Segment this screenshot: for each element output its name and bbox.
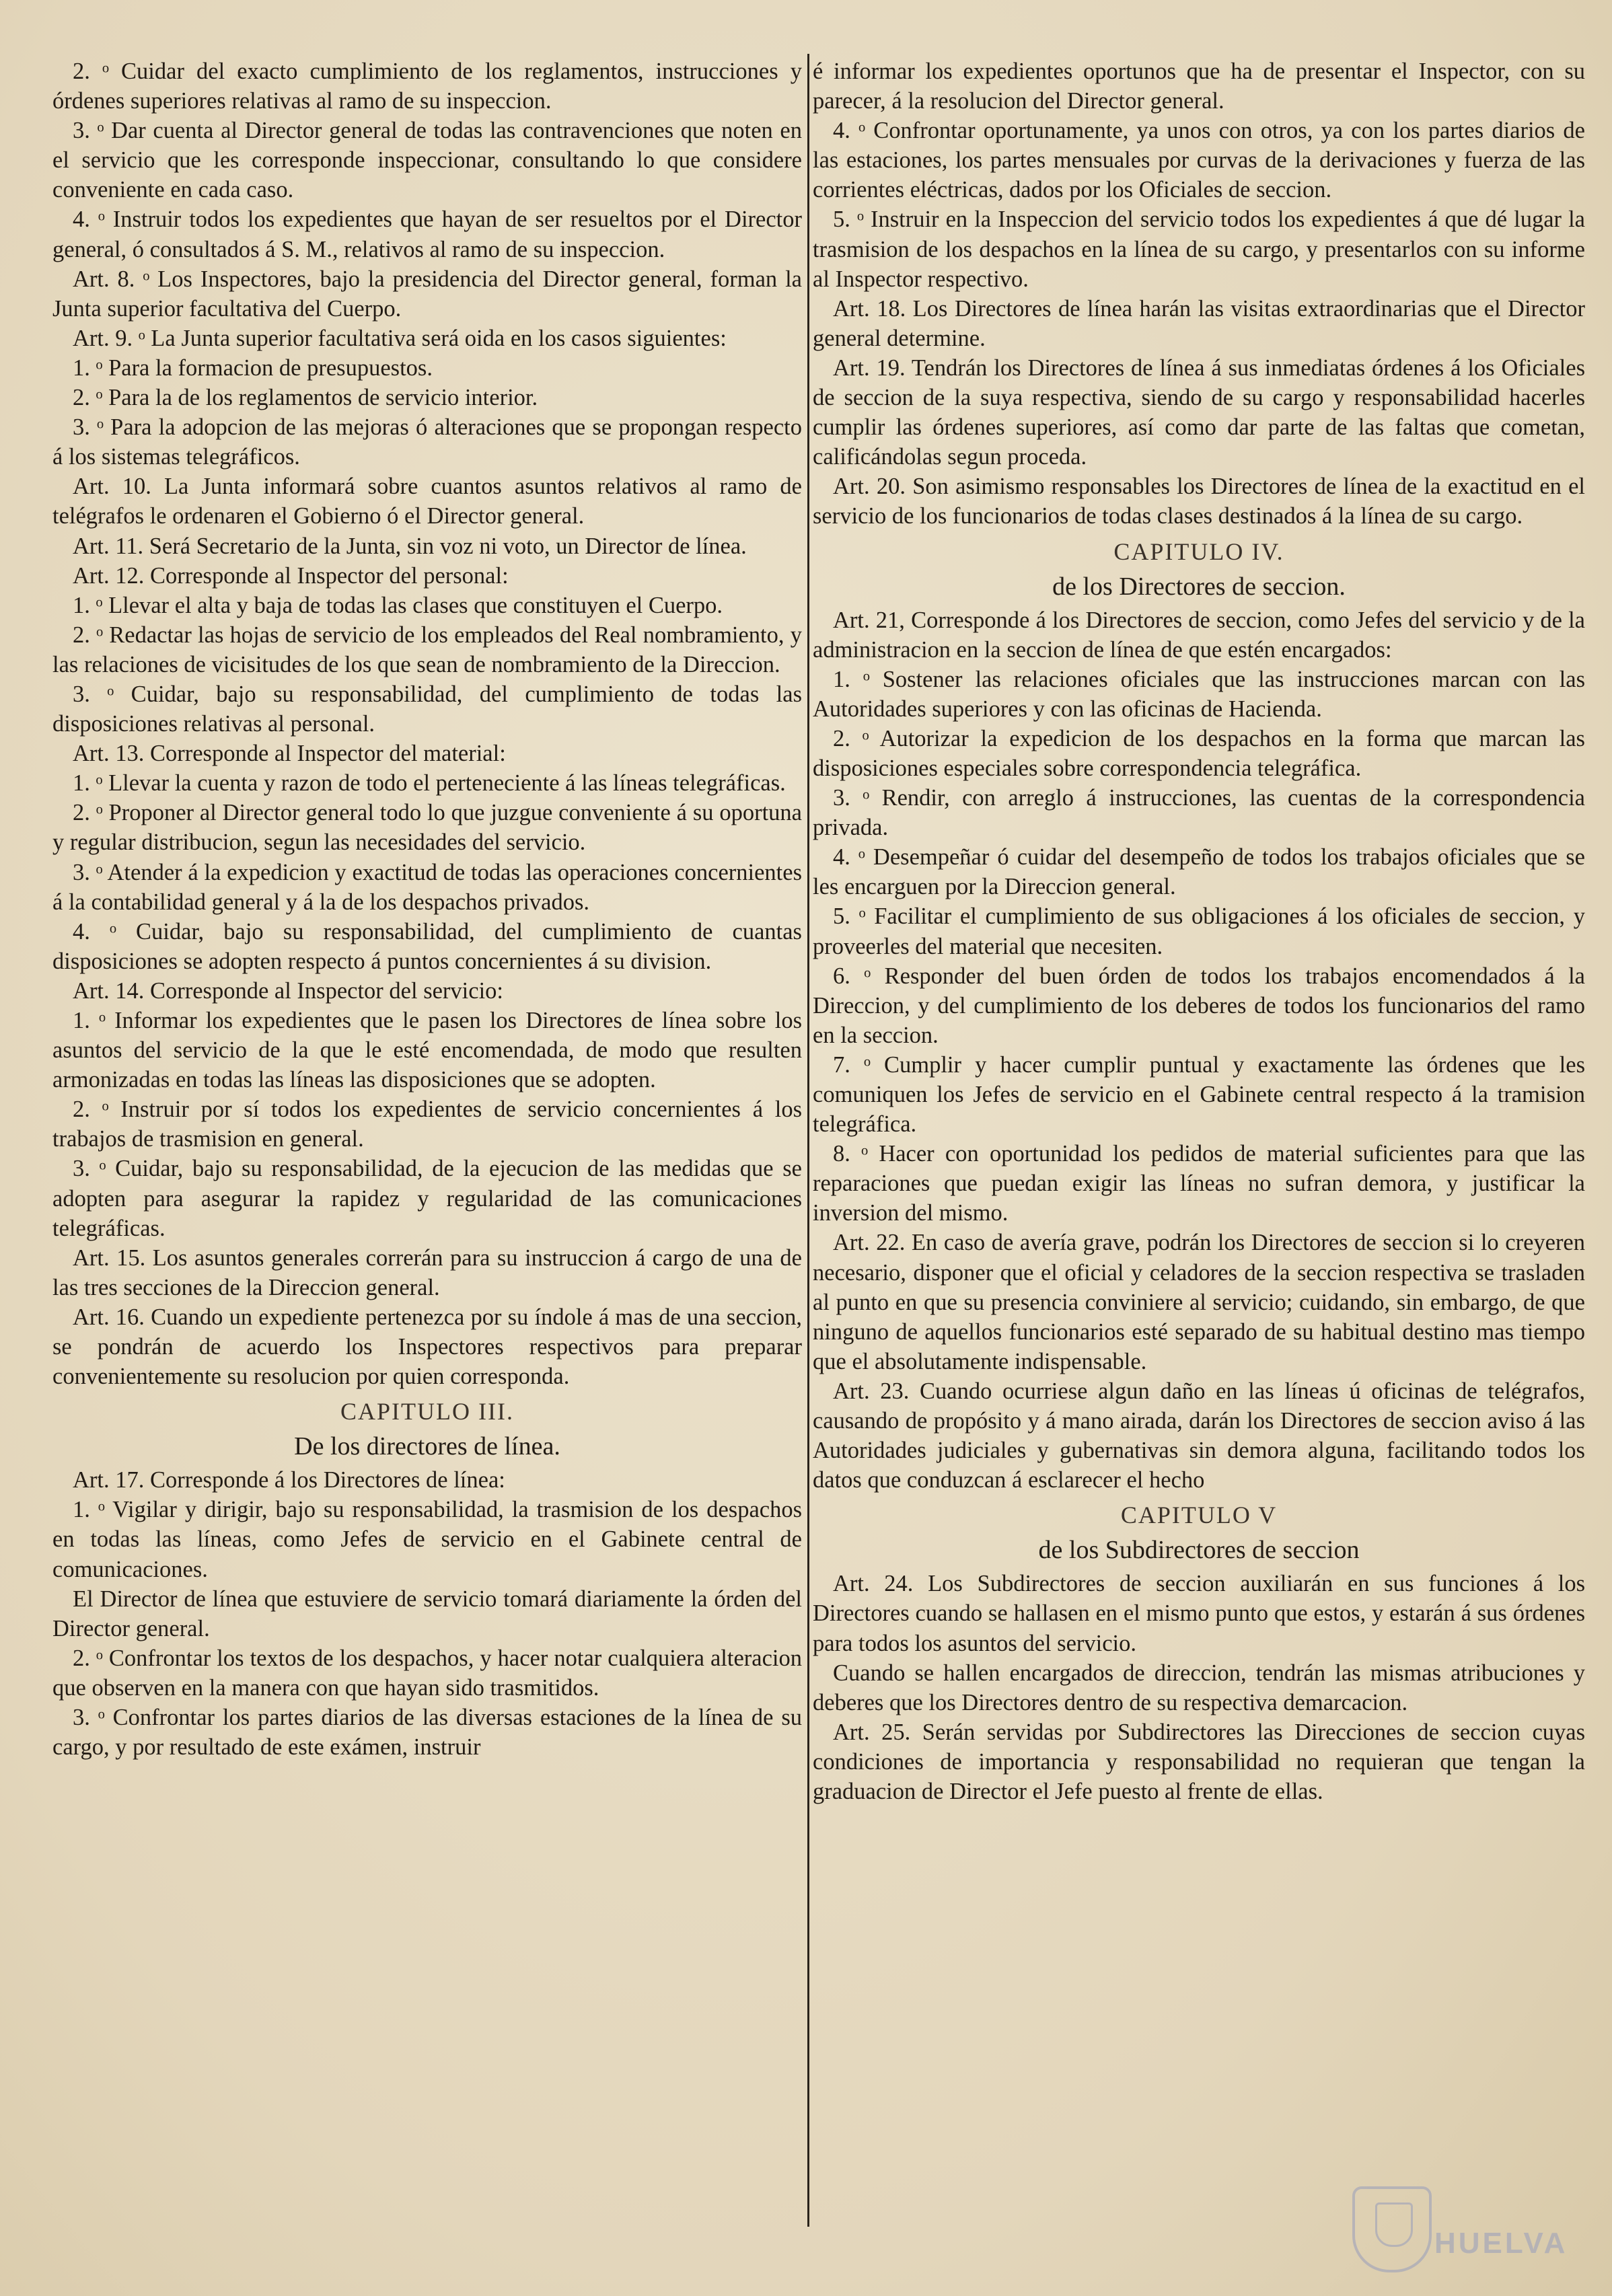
paragraph: 4. ᵒ Instruir todos los expedientes que hayan de ser resueltos por el Director general, ó consultados á S. M., relativos al ramo de su inspeccion. bbox=[52, 207, 802, 262]
paragraph: 7. ᵒ Cumplir y hacer cumplir puntual y exactamente las órdenes que les comuniquen los Jefes de servicio en el Gabinete central respecto á la tramision telegráfica. bbox=[813, 1051, 1585, 1138]
paragraph: 2. ᵒ Instruir por sí todos los expedientes de servicio concernientes á los trabajos de trasmision en general. bbox=[52, 1097, 802, 1152]
library-stamp bbox=[1352, 2180, 1581, 2274]
paragraph: 1. ᵒ Llevar la cuenta y razon de todo el perteneciente á las líneas telegráficas. bbox=[73, 770, 786, 797]
paragraph: 3. ᵒ Atender á la expedicion y exactitud de todas las operaciones concernientes á la contabilidad general y á la de los despachos privados. bbox=[52, 859, 802, 915]
paragraph: Art. 22. En caso de avería grave, podrán los Directores de seccion si lo creyeren necesario, disponer que el oficial y celadores de la seccion respectiva se trasladen al punto en que su presencia conviniere al servicio; cuidando, sin embargo, de que ninguno de aquellos funcionarios esté separado de su habitual destino mas tiempo que el absolutamente indispensable. bbox=[813, 1230, 1585, 1374]
paragraph: 1. ᵒ Para la formacion de presupuestos. bbox=[73, 355, 433, 381]
paragraph: 1. ᵒ Llevar el alta y baja de todas las clases que constituyen el Cuerpo. bbox=[73, 592, 723, 618]
chapter-heading: CAPITULO V bbox=[1120, 1502, 1278, 1529]
paragraph: Art. 10. La Junta informará sobre cuantos asuntos relativos al ramo de telégrafos le ordenaren el Gobierno ó el Director general. bbox=[52, 474, 802, 529]
right-column bbox=[813, 57, 1585, 1806]
chapter-subtitle: de los Directores de seccion. bbox=[1052, 572, 1346, 601]
paragraph: 2. ᵒ Confrontar los textos de los despachos, y hacer notar cualquiera alteracion que observen en la manera con que hayan sido trasmitidos. bbox=[52, 1645, 802, 1701]
paragraph: é informar los expedientes oportunos que ha de presentar el Inspector, con su parecer, á la resolucion del Director general. bbox=[813, 59, 1585, 114]
paragraph: El Director de línea que estuviere de servicio tomará diariamente la órden del Director general. bbox=[52, 1586, 802, 1641]
paragraph: Cuando se hallen encargados de direccion, tendrán las mismas atribuciones y deberes que los Directores dentro de su respectiva demarcacion. bbox=[813, 1660, 1585, 1715]
paragraph: 5. ᵒ Instruir en la Inspeccion del servicio todos los expedientes á que dé lugar la trasmision de los despachos en la línea de su cargo, y presentarlos con su informe al Inspector respectivo. bbox=[813, 207, 1585, 292]
paragraph: Art. 18. Los Directores de línea harán las visitas extraordinarias que el Director general determine. bbox=[813, 295, 1585, 351]
paragraph: 3. ᵒ Cuidar, bajo su responsabilidad, del cumplimiento de todas las disposiciones relativas al personal. bbox=[52, 681, 802, 737]
paragraph: 2. ᵒ Redactar las hojas de servicio de los empleados del Real nombramiento, y las relaciones de vicisitudes de los que sean de nombramiento de la Direccion. bbox=[52, 622, 802, 677]
chapter-heading: CAPITULO IV. bbox=[1113, 538, 1284, 565]
paragraph: Art. 13. Corresponde al Inspector del material: bbox=[73, 741, 506, 767]
paragraph: Art. 25. Serán servidas por Subdirectores las Direcciones de seccion cuyas condiciones de importancia y responsabilidad no requieran que tengan la graduacion de Director el Jefe puesto al frente de ellas. bbox=[813, 1719, 1585, 1804]
paragraph: 6. ᵒ Responder del buen órden de todos los trabajos encomendados á la Direccion, y del cumplimiento de los deberes de todos los funcionarios del ramo en la seccion. bbox=[813, 963, 1585, 1048]
paragraph: 3. ᵒ Para la adopcion de las mejoras ó alteraciones que se propongan respecto á los sistemas telegráficos. bbox=[52, 414, 802, 470]
paragraph: 3. ᵒ Cuidar, bajo su responsabilidad, de la ejecucion de las medidas que se adopten para asegurar la rapidez y regularidad de las comunicaciones telegráficas. bbox=[52, 1156, 802, 1241]
paragraph: 2. ᵒ Proponer al Director general todo lo que juzgue conveniente á su oportuna y regular distribucion, segun las necesidades del servicio. bbox=[52, 800, 802, 856]
paragraph: 1. ᵒ Sostener las relaciones oficiales que las instrucciones marcan con las Autoridades superiores y con las oficinas de Hacienda. bbox=[813, 666, 1585, 722]
stamp-text: HUELVA bbox=[1434, 2227, 1568, 2260]
column-divider bbox=[807, 54, 809, 2227]
paragraph: 1. ᵒ Informar los expedientes que le pasen los Directores de línea sobre los asuntos del servicio de la que le esté encomendada, de modo que resulten armonizadas en todas las líneas las disposiciones que se adopten. bbox=[52, 1008, 802, 1093]
paragraph: 2. ᵒ Autorizar la expedicion de los despachos en la forma que marcan las disposiciones especiales sobre correspondencia telegráfica. bbox=[813, 725, 1585, 781]
paragraph: Art. 24. Los Subdirectores de seccion auxiliarán en sus funciones á los Directores cuando se hallasen en el mismo punto que estos, y estarán á sus órdenes para todos los asuntos del servicio. bbox=[813, 1571, 1585, 1656]
paragraph: 3. ᵒ Confrontar los partes diarios de las diversas estaciones de la línea de su cargo, y por resultado de este exámen, instruir bbox=[52, 1704, 802, 1761]
left-column bbox=[52, 57, 802, 1762]
chapter-subtitle: De los directores de línea. bbox=[294, 1432, 560, 1461]
coat-of-arms-icon bbox=[1352, 2186, 1432, 2272]
paragraph: 8. ᵒ Hacer con oportunidad los pedidos de material suficientes para que las reparaciones que puedan exigir las líneas no sufran demora, y justificar la inversion del mismo. bbox=[813, 1141, 1585, 1226]
paragraph: 2. ᵒ Cuidar del exacto cumplimiento de los reglamentos, instrucciones y órdenes superiores relativas al ramo de su inspeccion. bbox=[52, 59, 802, 114]
paragraph: Art. 16. Cuando un expediente pertenezca por su índole á mas de una seccion, se pondrán de acuerdo los Inspectores respectivos para preparar convenientemente su resolucion por quien corresponda. bbox=[52, 1304, 802, 1390]
paragraph: 2. ᵒ Para la de los reglamentos de servicio interior. bbox=[73, 385, 538, 411]
paragraph: Art. 17. Corresponde á los Directores de línea: bbox=[73, 1467, 505, 1493]
paragraph: Art. 11. Será Secretario de la Junta, sin voz ni voto, un Director de línea. bbox=[73, 533, 747, 559]
paragraph: 4. ᵒ Cuidar, bajo su responsabilidad, del cumplimiento de cuantas disposiciones se adopten respecto á puntos concernientes á su division. bbox=[52, 918, 802, 974]
paragraph: Art. 9. ᵒ La Junta superior facultativa será oida en los casos siguientes: bbox=[73, 325, 727, 351]
paragraph: 4. ᵒ Desempeñar ó cuidar del desempeño de todos los trabajos oficiales que se les encarguen por la Direccion general. bbox=[813, 844, 1585, 900]
paragraph: 1. ᵒ Vigilar y dirigir, bajo su responsabilidad, la trasmision de los despachos en todas las líneas, como Jefes de servicio en el Gabinete central de comunicaciones. bbox=[52, 1497, 802, 1582]
paragraph: Art. 23. Cuando ocurriese algun daño en las líneas ú oficinas de telégrafos, causando de propósito y á mano airada, darán los Directores de seccion aviso á las Autoridades judiciales y gubernativas sin demora alguna, facilitando todos los datos que conduzcan á esclarecer el hecho bbox=[813, 1378, 1585, 1493]
chapter-heading: CAPITULO III. bbox=[340, 1398, 514, 1425]
paragraph: Art. 8. ᵒ Los Inspectores, bajo la presidencia del Director general, forman la Junta superior facultativa del Cuerpo. bbox=[52, 266, 802, 322]
paragraph: 5. ᵒ Facilitar el cumplimiento de sus obligaciones á los oficiales de seccion, y proveerles del material que necesiten. bbox=[813, 903, 1585, 959]
paragraph: Art. 20. Son asimismo responsables los Directores de línea de la exactitud en el servicio de los funcionarios de todas clases destinados á la línea de su cargo. bbox=[813, 474, 1585, 529]
paragraph: 4. ᵒ Confrontar oportunamente, ya unos con otros, ya con los partes diarios de las estaciones, los partes mensuales por curvas de la derivaciones y fuerza de las corrientes eléctricas, dados por los Oficiales de seccion. bbox=[813, 118, 1585, 203]
paragraph: Art. 14. Corresponde al Inspector del servicio: bbox=[73, 977, 503, 1004]
paragraph: 3. ᵒ Rendir, con arreglo á instrucciones, las cuentas de la correspondencia privada. bbox=[813, 785, 1585, 841]
paragraph: 3. ᵒ Dar cuenta al Director general de todas las contravenciones que noten en el servicio que les corresponde inspeccionar, consultando lo que considere conveniente en cada caso. bbox=[52, 118, 802, 203]
paragraph: Art. 12. Corresponde al Inspector del personal: bbox=[73, 562, 509, 589]
paragraph: Art. 15. Los asuntos generales correrán para su instruccion á cargo de una de las tres secciones de la Direccion general. bbox=[52, 1245, 802, 1300]
paragraph: Art. 21, Corresponde á los Directores de seccion, como Jefes del servicio y de la administracion en la seccion de línea de que estén encargados: bbox=[813, 607, 1585, 663]
chapter-subtitle: de los Subdirectores de seccion bbox=[1038, 1536, 1360, 1565]
paragraph: Art. 19. Tendrán los Directores de línea á sus inmediatas órdenes á los Oficiales de seccion de la suya respectiva, siendo de su cargo y responsabilidad hacerles cumplir las órdenes superiores, así como dar parte de las faltas que cometan, calificándolas segun proceda. bbox=[813, 355, 1585, 470]
